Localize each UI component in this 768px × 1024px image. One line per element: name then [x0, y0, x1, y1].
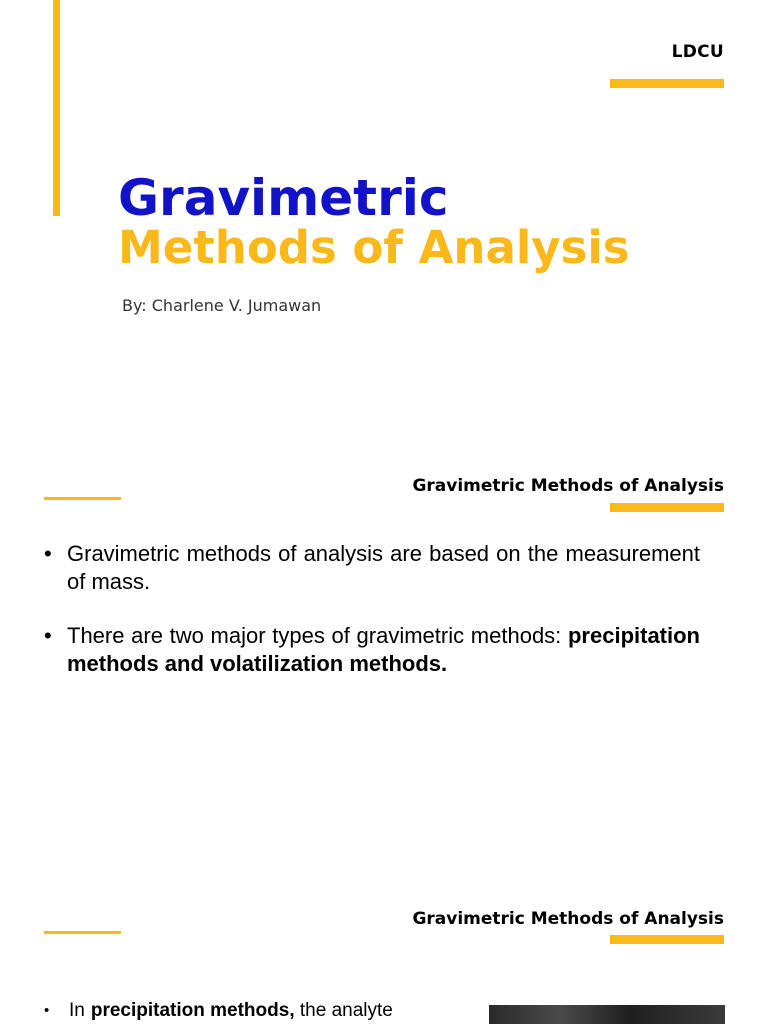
- slide3-header: Gravimetric Methods of Analysis: [412, 909, 724, 929]
- slide2-bullet-list: [44, 540, 700, 704]
- slide2-header-bar: [610, 503, 724, 512]
- title-line-2: Methods of Analysis: [118, 221, 630, 274]
- bullet-bold-text: precipitation methods and volatilization methods.: [67, 623, 700, 676]
- bullet-text: There are two major types of gravimetric methods:: [67, 623, 568, 648]
- bullet-prefix: In: [69, 1000, 85, 1021]
- bullet-item: [44, 998, 424, 1024]
- logo-underline-bar: [610, 79, 724, 88]
- bullet-text: Gravimetric methods of analysis are based on the measurement of mass.: [67, 541, 700, 594]
- lab-photo: [489, 1005, 725, 1024]
- logo-text: LDCU: [671, 42, 724, 62]
- left-accent-bar: [53, 0, 60, 216]
- title-line-1: Gravimetric: [118, 169, 449, 227]
- bullet-text: the analyte: [299, 1000, 393, 1021]
- slide3-bullet-list: [44, 998, 424, 1024]
- bullet-item: [44, 622, 700, 678]
- bullet-item: [44, 540, 700, 596]
- slide2-header: Gravimetric Methods of Analysis: [412, 476, 724, 496]
- slide2-left-rule: [44, 497, 121, 500]
- slide3-header-bar: [610, 935, 724, 944]
- slide3-left-rule: [44, 931, 121, 934]
- author-line: By: Charlene V. Jumawan: [122, 296, 322, 315]
- bullet-bold-text: precipitation methods,: [90, 1000, 295, 1021]
